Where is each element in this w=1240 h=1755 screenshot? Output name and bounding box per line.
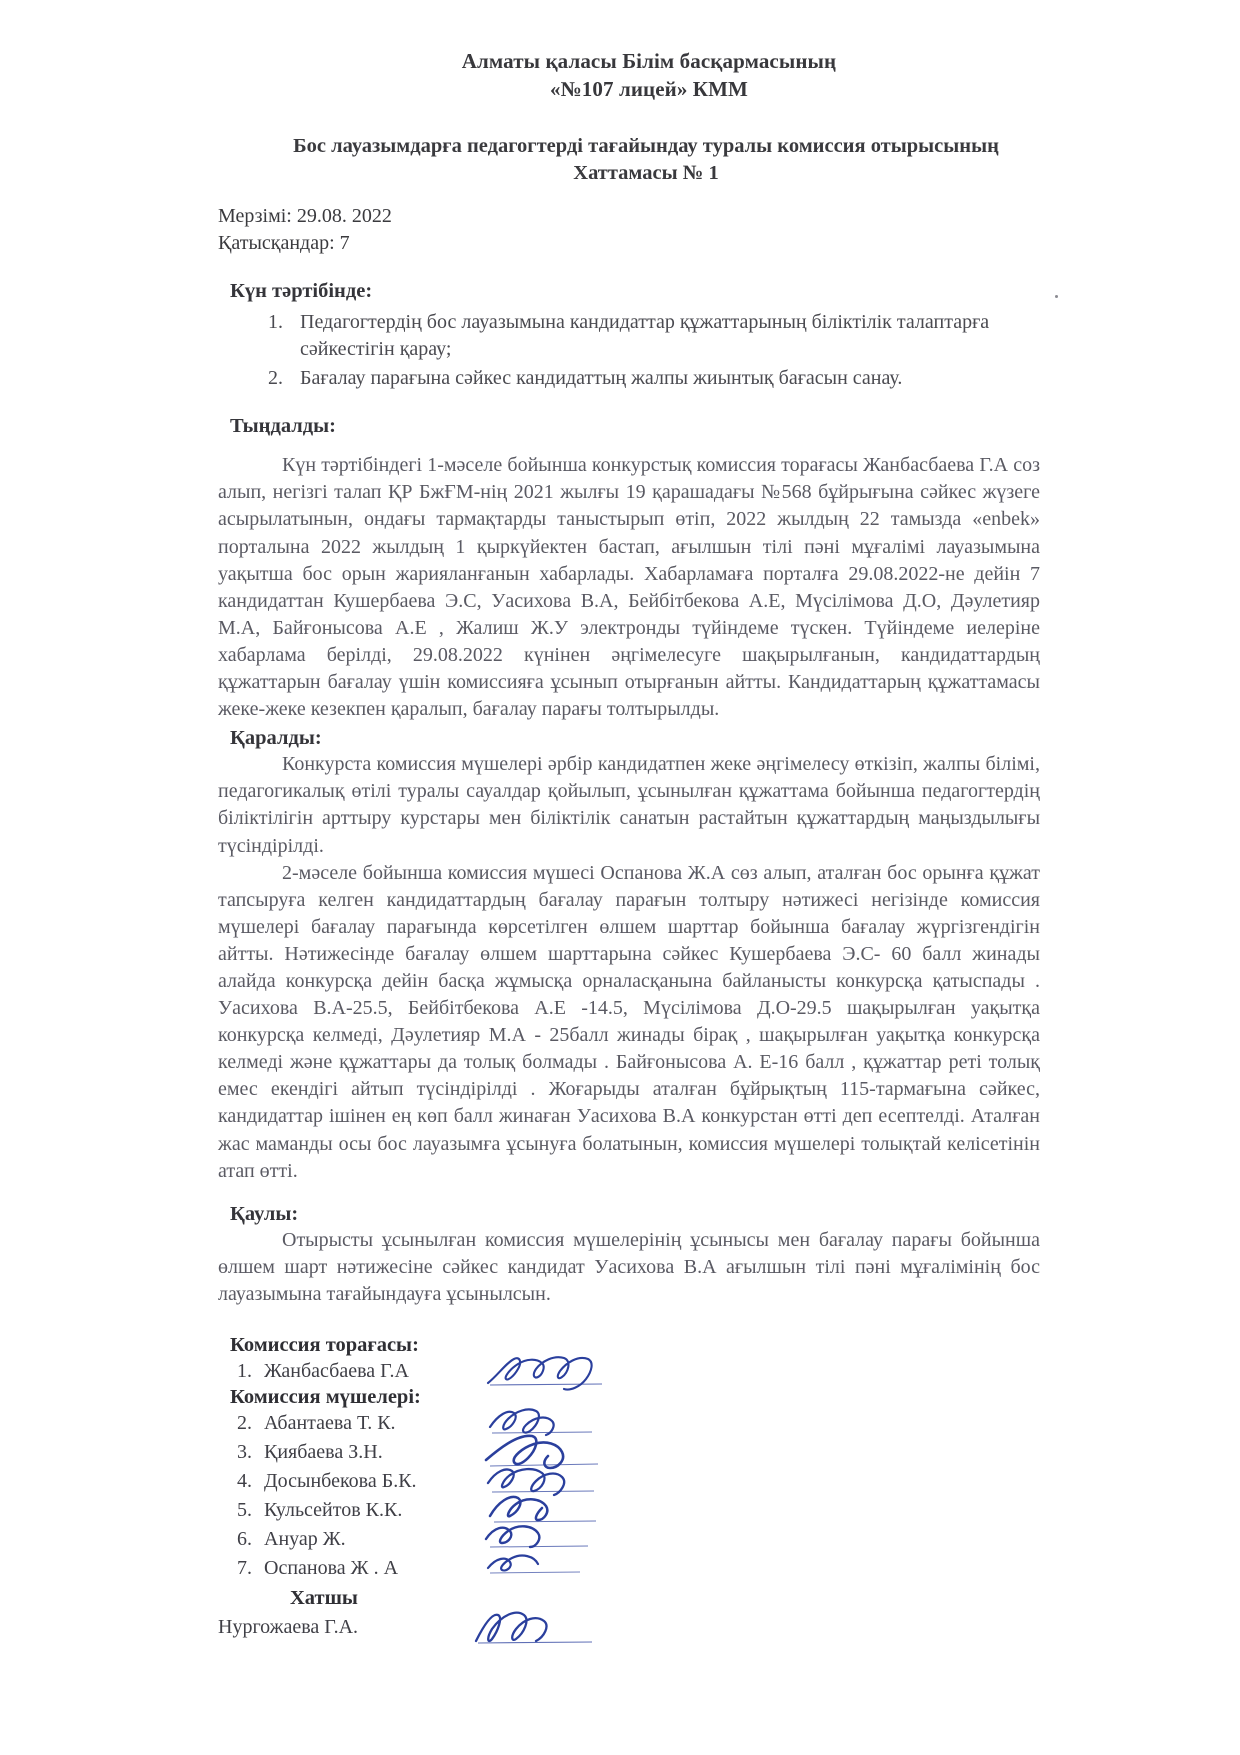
- signature-number: 4.: [237, 1470, 252, 1493]
- signature-name: Оспанова Ж . А: [264, 1557, 399, 1580]
- handwritten-signature: [484, 1357, 634, 1386]
- members-heading: Комиссия мүшелері:: [230, 1386, 421, 1409]
- secretary-heading: Хатшы: [290, 1587, 358, 1610]
- reviewed-heading: Қаралды:: [230, 727, 322, 750]
- signature-number: 7.: [237, 1557, 252, 1580]
- agenda-item: 2. Бағалау парағына сәйкес кандидаттың жалпы жиынтық бағасын санау.: [288, 365, 1040, 392]
- signature-name: Қиябаева З.Н.: [264, 1441, 383, 1464]
- scan-artifact-dot: [1055, 295, 1058, 298]
- signature-row-member: [230, 1496, 1040, 1525]
- organization-title-line1: Алматы қаласы Білім басқармасының: [461, 49, 837, 73]
- resolution-heading: Қаулы:: [230, 1202, 299, 1225]
- signature-number: 2.: [237, 1412, 252, 1435]
- signature-number: 6.: [237, 1528, 252, 1551]
- signature-row-member: [230, 1409, 1040, 1438]
- organization-title-line2: «№107 лицей» КММ: [550, 76, 748, 101]
- organization-title: [258, 48, 1040, 103]
- signature-name: Кульсейтов К.К.: [264, 1499, 403, 1522]
- listened-heading: Тыңдалды:: [230, 415, 336, 438]
- signature-name: Жанбасбаева Г.А: [264, 1360, 409, 1383]
- signature-name: Нургожаева Г.А.: [218, 1615, 359, 1638]
- reviewed-paragraph-1: Конкурста комиссия мүшелері әрбір кандидатпен жеке әңгімелесу өткізіп, жалпы білімі, педагогикалық өтілі туралы сауалдар қойылып, ұсынылған құжаттама бойынша педагогтердің біліктілігін арттыру курстары мен біліктілік санатын растайтын құжаттардың маңыздылығы түсіндірілді.: [218, 753, 1040, 857]
- document-meta: [218, 203, 1040, 258]
- document-title: [252, 133, 1040, 186]
- signature-block: [218, 1334, 1040, 1644]
- listened-paragraph: Күн тәртібіндегі 1-мәселе бойынша конкурстық комиссия торағасы Жанбасбаева Г.А соз алып, негізгі талап ҚР БжҒМ-нің 2021 жылғы 19 қарашадағы №568 бұйрығына сәйкес жүзеге асырылатынын, ондағы тармақтарды таныстырып өтіп, 2022 жылдың 22 тамызда «enbek» порталына 2022 жылдың 1 қыркүйектен бастап, ағылшын тілі пәні мұғалімі лауазымына уақытша бос орын жарияланғанын хабарлады. Хабарламаға порталға 29.08.2022-не дейін 7 кандидаттан Кушербаева Э.С, Уасихова В.А, Бейбітбекова А.Е, Мүсілімова Д.О, Дәулетияр М.А, Байғонысова А.Е , Жалиш Ж.У электронды түйіндеме түскен. Түйіндеме иелеріне хабарлама берілді, 29.08.2022 күнінен әңгімелесуге шақырылғанын, кандидаттардың құжаттарын бағалау үшін комиссияға ұсынып отырғанын айтты. Кандидаттарың құжаттамасы жеке-жеке кезекпен қаралып, бағалау парағы толтырылды.: [218, 454, 1040, 721]
- handwritten-signature: [484, 1554, 634, 1583]
- signature-number: 1.: [237, 1360, 252, 1383]
- signature-row-secretary: [218, 1610, 1040, 1644]
- handwritten-signature: [472, 1613, 622, 1642]
- resolution-paragraph: Отырысты ұсынылған комиссия мүшелерінің ұсынысы мен бағалау парағы бойынша өлшем шарт нәтижесіне сәйкес кандидат Уасихова В.А ағылшын тілі пәні мұғалімінің бос лауазымына тағайындауға ұсынылсын.: [218, 1228, 1040, 1305]
- signature-number: 5.: [237, 1499, 252, 1522]
- document-title-line1: Бос лауазымдарға педагогтерді тағайындау туралы комиссия отырысының: [293, 135, 999, 158]
- signature-row-member: [230, 1467, 1040, 1496]
- document-title-line2: Хаттамасы № 1: [573, 162, 719, 185]
- signature-row-chair: [230, 1357, 1040, 1386]
- agenda-heading: Күн тәртібінде:: [230, 279, 373, 302]
- signature-number: 3.: [237, 1441, 252, 1464]
- signature-row-member: [230, 1554, 1040, 1583]
- signature-row-member: [230, 1438, 1040, 1467]
- agenda-item: 1. Педагогтердің бос лауазымына кандидаттар құжаттарының біліктілік талаптарға сәйкестігін қарау;: [288, 309, 1040, 363]
- signature-name: Ануар Ж.: [264, 1528, 346, 1551]
- chair-heading: Комиссия торағасы:: [230, 1334, 419, 1357]
- meeting-date: Мерзімі: 29.08. 2022: [218, 204, 392, 227]
- signature-name: Досынбекова Б.К.: [264, 1470, 417, 1493]
- signature-name: Абантаева Т. К.: [264, 1412, 396, 1435]
- attendee-count: Қатысқандар: 7: [218, 232, 350, 255]
- signature-row-member: [230, 1525, 1040, 1554]
- reviewed-paragraph-2: 2-мәселе бойынша комиссия мүшесі Оспанова Ж.А сөз алып, аталған бос орынға құжат тапсыруға келген кандидаттардың бағалау парағын толтыру нәтижесі негізінде комиссия мүшелері бағалау парағында көрсетілген өлшем шарттар бойынша бағалау жүргізгендігін айтты. Нәтижесінде бағалау өлшем шарттарына сәйкес Кушербаева Э.С- 60 балл жинады алайда конкурсқа дейін басқа жұмысқа орналасқанына байланысты конкурсқа қатыспады . Уасихова В.А-25.5, Бейбітбекова А.Е -14.5, Мүсілімова Д.О-29.5 шақырылған уақытқа конкурсқа келмеді, Дәулетияр М.А - 25балл жинады бірақ , шақырылған уақытқа конкурсқа келмеді және құжаттары да толық болмады . Байғонысова А. Е-16 балл , құжаттар реті толық емес екендігі айтып түсіндірілді . Жоғарыды аталған бұйрықтың 115-тармағына сәйкес, кандидаттар ішінен ең көп балл жинаған Уасихова В.А конкурстан өтті деп есептелді. Аталған жас маманды осы бос лауазымға ұсынуға болатынын, комиссия мүшелері толықтай келісетінін атап өтті.: [218, 861, 1040, 1182]
- agenda-list: [218, 309, 1040, 391]
